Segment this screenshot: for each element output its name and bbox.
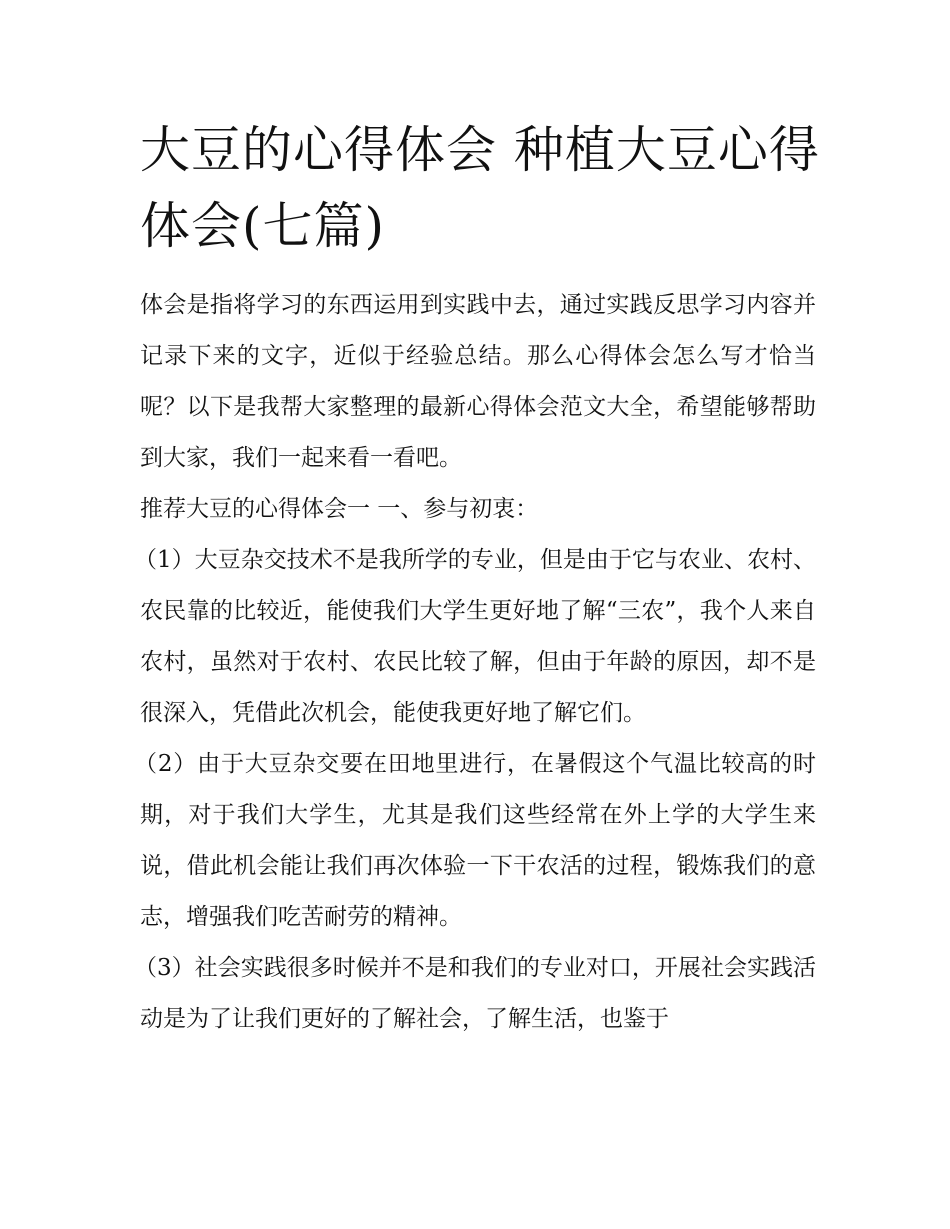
document-title: 大豆的心得体会 种植大豆心得体会(七篇)	[140, 121, 820, 255]
point-2-paragraph: （2）由于大豆杂交要在田地里进行，在暑假这个气温比较高的时期，对于我们大学生，尤其是我们这些经常在外上学的大学生来说，借此机会能让我们再次体验一下干农活的过程，锻炼我们的意志，增强我们吃苦耐劳的精神。	[134, 751, 816, 930]
point-3-paragraph: （3）社会实践很多时候并不是和我们的专业对口，开展社会实践活动是为了让我们更好的了解社会，了解生活，也鉴于	[134, 955, 816, 1032]
section-heading: 推荐大豆的心得体会一 一、参与初衷：	[140, 496, 539, 522]
point-1-paragraph: （1）大豆杂交技术不是我所学的专业，但是由于它与农业、农村、农民靠的比较近，能使我们大学生更好地了解“三农”，我个人来自农村，虽然对于农村、农民比较了解，但由于年龄的原因，却不是很深入，凭借此次机会，能使我更好地了解它们。	[134, 547, 816, 726]
intro-paragraph: 体会是指将学习的东西运用到实践中去，通过实践反思学习内容并记录下来的文字，近似于经验总结。那么心得体会怎么写才恰当呢？以下是我帮大家整理的最新心得体会范文大全，希望能够帮助到大家，我们一起来看一看吧。	[140, 292, 816, 471]
document-body	[134, 280, 816, 1045]
